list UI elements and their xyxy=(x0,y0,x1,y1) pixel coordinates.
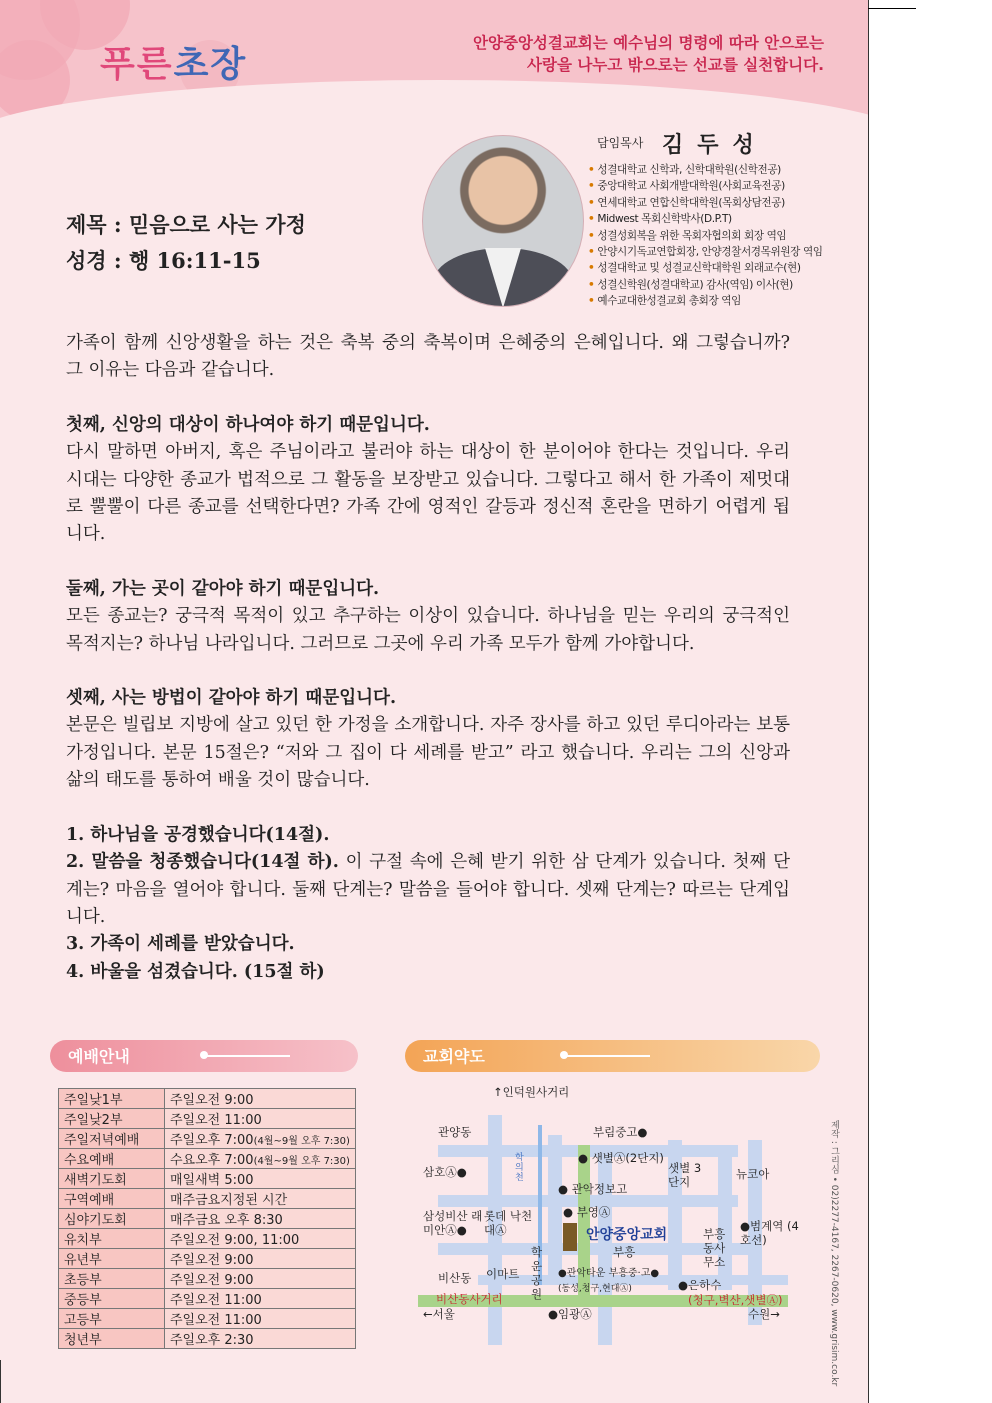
map-label: (동성,청구,현대Ⓐ) xyxy=(558,1284,632,1294)
cv-item: • 성결성회복을 위한 목회자협의회 회장 역임 xyxy=(588,229,787,242)
cv-item: • 성결대학교 및 성결교신학대학원 외래교수(현) xyxy=(588,262,801,275)
list-item-2: 2. 말씀을 청종했습니다(14절 하). 이 구절 속에 은혜 받기 위한 삼 단계가 있습니다. 첫째 단계는? 마음을 열어야 합니다. 둘째 단계는? 말씀을 들어야 합니다. 셋째 단계는? 따르는 단계입니다. xyxy=(66,852,790,927)
map-label: ● 샛별Ⓐ(2단지) xyxy=(578,1151,664,1165)
map-label: ●범계역 (4호선) xyxy=(740,1219,799,1247)
map-label: 학운 공원 xyxy=(531,1245,543,1301)
table-row: 주일낮2부 주일오전 11:00 xyxy=(59,1109,356,1129)
table-row: 고등부 주일오전 11:00 xyxy=(59,1309,356,1329)
sermon-heading xyxy=(66,207,306,279)
map-label: 비산동사거리 xyxy=(436,1292,503,1306)
church-icon xyxy=(563,1223,577,1251)
list-item-3: 3. 가족이 세례를 받았습니다. xyxy=(66,934,295,955)
point-heading-2: 둘째, 가는 곳이 같아야 하기 때문입니다. xyxy=(66,578,380,599)
table-row: 심야기도회 매주금요 오후 8:30 xyxy=(59,1209,356,1229)
point-paragraph-1: 다시 말하면 아버지, 혹은 주님이라고 불러야 하는 대상이 한 분이어야 한다는 것입니다. 우리 시대는 다양한 종교가 법적으로 그 활동을 보장받고 있습니다. 그렇다고 해서 한 가족이 제멋대로 뿔뿔이 다른 종교를 선택한다면? 가족 간에 영적인 갈등과 정신적 혼란을 면하기 어렵게 됩니다. xyxy=(66,442,790,545)
crop-mark xyxy=(0,1360,1,1403)
table-row: 주일낮1부 주일오전 9:00 xyxy=(59,1089,356,1109)
bar-line xyxy=(205,1055,290,1057)
pastor-title: 담임목사 xyxy=(597,136,644,150)
map-label: 삼성비산 래미안Ⓐ● xyxy=(423,1209,483,1237)
cv-item: • 중앙대학교 사회개발대학원(사회교육전공) xyxy=(588,180,785,193)
list-item-1: 1. 하나님을 공경했습니다(14절). xyxy=(66,824,330,845)
church-map xyxy=(418,1085,800,1330)
table-row: 수요예배 수요오후 7:00(4월~9월 오후 7:30) xyxy=(59,1149,356,1169)
table-row: 청년부 주일오후 2:30 xyxy=(59,1329,356,1349)
map-section-bar xyxy=(405,1040,820,1072)
map-label: 부흥 동사 무소 xyxy=(703,1227,726,1269)
sermon-body xyxy=(66,330,790,986)
sermon-scripture: 성경 : 행 16:11-15 xyxy=(66,248,261,273)
map-label: 학의천 xyxy=(515,1153,524,1183)
church-motto: 안양중앙성결교회는 예수님의 명령에 따라 안으로는 사랑을 나누고 밖으로는 선교를 실천합니다. xyxy=(473,34,824,74)
table-row: 유년부 주일오전 9:00 xyxy=(59,1249,356,1269)
map-label: 삼호Ⓐ● xyxy=(423,1165,467,1179)
map-label: ●관악타운 부흥중·고● xyxy=(558,1268,660,1279)
map-label: 롯데 낙천대Ⓐ xyxy=(484,1209,533,1237)
map-label: ↑인덕원사거리 xyxy=(493,1085,570,1099)
worship-section-bar xyxy=(50,1040,358,1072)
cv-item: • Midwest 목회신학박사(D.P.T) xyxy=(588,213,732,226)
cv-item: • 성결대학교 신학과, 신학대학원(신학전공) xyxy=(588,164,781,176)
crop-mark xyxy=(868,8,916,9)
list-item-4: 4. 바울을 섬겼습니다. (15절 하) xyxy=(66,961,325,982)
map-label: 비산동 xyxy=(438,1271,472,1285)
worship-schedule-table xyxy=(58,1088,356,1349)
intro-paragraph: 가족이 함께 신앙생활을 하는 것은 축복 중의 축복이며 은혜중의 은혜입니다. 왜 그렇습니까? 그 이유는 다음과 같습니다. xyxy=(66,333,790,381)
sermon-title: 제목 : 믿음으로 사는 가정 xyxy=(66,212,306,237)
pastor-photo xyxy=(422,135,584,307)
map-label: (청구,벽산,샛별Ⓐ) xyxy=(688,1293,783,1307)
table-row: 중등부 주일오전 11:00 xyxy=(59,1289,356,1309)
cv-item: • 연세대학교 연합신학대학원(목회상담전공) xyxy=(588,196,785,209)
bar-line xyxy=(565,1055,650,1057)
table-row: 유치부 주일오전 9:00, 11:00 xyxy=(59,1229,356,1249)
pastor-cv-list xyxy=(588,162,823,310)
worship-section-label: 예배안내 xyxy=(68,1047,130,1066)
map-label: 뉴코아 xyxy=(736,1167,770,1181)
map-label: ● 관악정보고 xyxy=(558,1182,628,1196)
map-label: 안양중앙교회 xyxy=(586,1227,668,1243)
cv-item: • 성결신학원(성결대학교) 감사(역임) 이사(현) xyxy=(588,278,793,291)
point-paragraph-2: 모든 종교는? 궁극적 목적이 있고 추구하는 이상이 있습니다. 하나님을 믿는 우리의 궁극적인 목적지는? 하나님 나라입니다. 그러므로 그곳에 우리 가족 모두가 함께 가야합니다. xyxy=(66,606,790,654)
page-border xyxy=(868,0,869,1403)
pastor-name: 김두성 xyxy=(662,133,768,158)
map-label: ●은하수 xyxy=(678,1278,722,1292)
map-label: 수원→ xyxy=(748,1307,780,1321)
point-heading-3: 셋째, 사는 방법이 같아야 하기 때문입니다. xyxy=(66,688,397,709)
map-label: ●임광Ⓐ xyxy=(548,1307,592,1321)
map-label: ←서울 xyxy=(423,1307,455,1321)
point-heading-1: 첫째, 신앙의 대상이 하나여야 하기 때문입니다. xyxy=(66,414,430,435)
map-label: 이마트 xyxy=(486,1267,520,1281)
cv-item: • 예수교대한성결교회 총회장 역임 xyxy=(588,295,741,308)
map-label: 부흥 xyxy=(613,1245,636,1259)
table-row: 구역예배 매주금요지정된 시간 xyxy=(59,1189,356,1209)
map-label: 관양동 xyxy=(438,1125,472,1139)
map-section-label: 교회약도 xyxy=(423,1047,485,1066)
table-row: 초등부 주일오전 9:00 xyxy=(59,1269,356,1289)
table-row: 주일저녁예배 주일오후 7:00(4월~9월 오후 7:30) xyxy=(59,1129,356,1149)
table-row: 새벽기도회 매일새벽 5:00 xyxy=(59,1169,356,1189)
cv-item: • 안양시기독교연합회장, 안양경찰서경목위원장 역임 xyxy=(588,246,823,259)
bulletin-logo: 푸른초장 xyxy=(100,44,248,85)
map-label: ● 부영Ⓐ xyxy=(563,1205,611,1219)
point-paragraph-3: 본문은 빌립보 지방에 살고 있던 한 가정을 소개합니다. 자주 장사를 하고 있던 루디아라는 보통 가정입니다. 본문 15절은? “저와 그 집이 다 세례를 받고” 라고 했습니다. 우리는 그의 신앙과 삶의 태도를 통하여 배울 것이 많습니다. xyxy=(66,715,790,791)
map-label: 부림중고● xyxy=(593,1125,648,1139)
producer-credit: 제작 : 그리심 • 02)2277-4167, 2267-0620, www.grisim.co.kr xyxy=(829,1120,839,1387)
map-label: 샛별 3단지 xyxy=(668,1161,702,1189)
